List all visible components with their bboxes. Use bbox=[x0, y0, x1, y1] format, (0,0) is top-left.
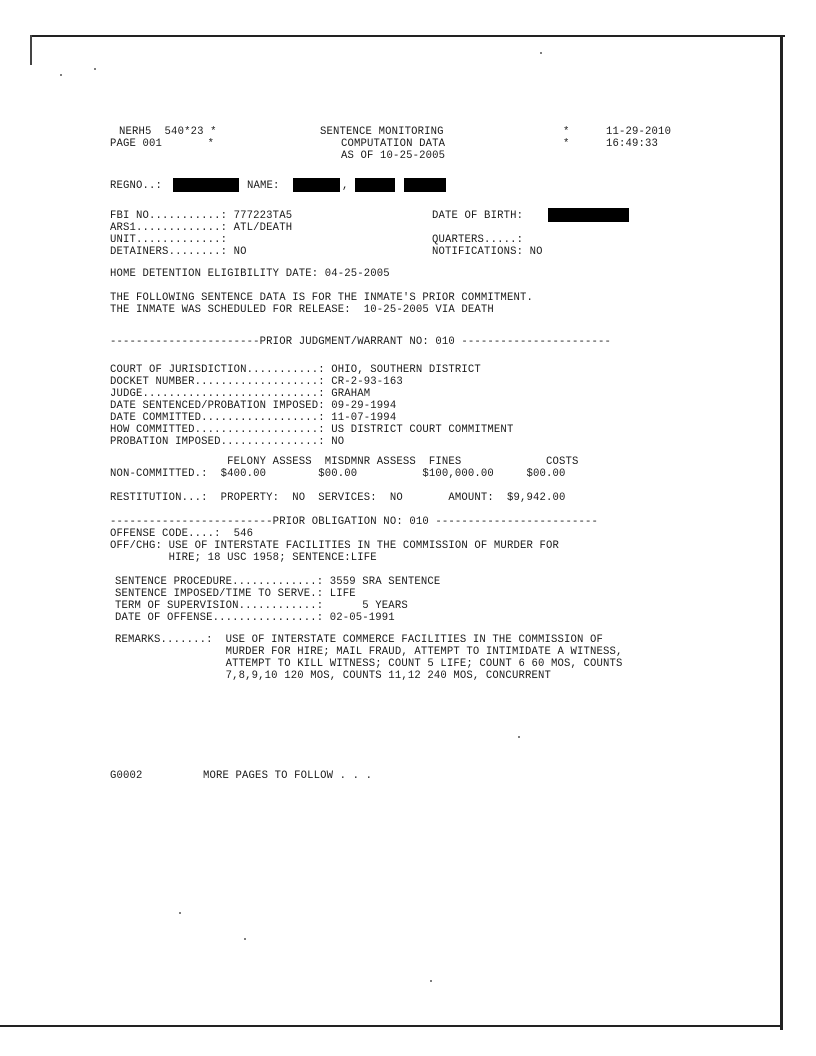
offense-charge: OFF/CHG: USE OF INTERSTATE FACILITIES IN THE COMMISSION OF MURDER FOR bbox=[110, 540, 560, 552]
judgment-heading: -----------------------PRIOR JUDGMENT/WARRANT NO: 010 ----------------------- bbox=[110, 336, 612, 348]
remarks-line: ATTEMPT TO KILL WITNESS; COUNT 5 LIFE; COUNT 6 60 MOS, COUNTS bbox=[115, 658, 623, 670]
restitution-line: RESTITUTION...: PROPERTY: NO SERVICES: NO AMOUNT: $9,942.00 bbox=[110, 492, 566, 504]
prior-note-line: THE FOLLOWING SENTENCE DATA IS FOR THE INMATE'S PRIOR COMMITMENT. bbox=[110, 292, 533, 304]
remarks-line: REMARKS.......: USE OF INTERSTATE COMMERCE FACILITIES IN THE COMMISSION OF bbox=[115, 634, 604, 646]
sentence-line: TERM OF SUPERVISION............: 5 YEARS bbox=[115, 600, 408, 612]
name-separator: , bbox=[342, 180, 349, 192]
remarks-line: 7,8,9,10 120 MOS, COUNTS 11,12 240 MOS, CONCURRENT bbox=[115, 670, 551, 682]
judgment-line: HOW COMMITTED...................: US DISTRICT COURT COMMITMENT bbox=[110, 424, 514, 436]
scan-speck bbox=[179, 912, 181, 914]
sentence-line: SENTENCE IMPOSED/TIME TO SERVE.: LIFE bbox=[115, 588, 356, 600]
header-date: 11-29-2010 bbox=[606, 126, 672, 138]
redaction-regno bbox=[173, 178, 239, 192]
redaction-dob bbox=[548, 208, 629, 222]
fbi-number: FBI NO...........: 777223TA5 bbox=[110, 210, 293, 222]
dob-label: DATE OF BIRTH: bbox=[432, 210, 524, 222]
judgment-line: JUDGE...........................: GRAHAM bbox=[110, 388, 371, 400]
sentence-line: DATE OF OFFENSE................: 02-05-1991 bbox=[115, 612, 395, 624]
sentence-line: SENTENCE PROCEDURE.............: 3559 SRA SENTENCE bbox=[115, 576, 441, 588]
assess-header: FELONY ASSESS MISDMNR ASSESS FINES COSTS bbox=[110, 456, 579, 468]
scan-edge-left bbox=[30, 35, 32, 65]
header-star: * bbox=[563, 138, 570, 150]
redaction-name-last bbox=[293, 178, 340, 192]
home-detention-line: HOME DETENTION ELIGIBILITY DATE: 04-25-2005 bbox=[110, 268, 390, 280]
header-page-number: PAGE 001 * bbox=[110, 138, 215, 150]
header-title: SENTENCE MONITORING bbox=[320, 126, 444, 138]
obligation-heading: -------------------------PRIOR OBLIGATION NO: 010 ------------------------- bbox=[110, 516, 599, 528]
scan-speck bbox=[94, 68, 96, 70]
quarters-line: QUARTERS.....: bbox=[432, 234, 524, 246]
prior-note-line: THE INMATE WAS SCHEDULED FOR RELEASE: 10-25-2005 VIA DEATH bbox=[110, 304, 494, 316]
scan-speck bbox=[518, 736, 520, 738]
unit-line: UNIT.............: bbox=[110, 234, 228, 246]
header-time: 16:49:33 bbox=[606, 138, 659, 150]
offense-code: OFFENSE CODE....: 546 bbox=[110, 528, 254, 540]
header-system-id: NERH5 540*23 * bbox=[119, 126, 217, 138]
offense-charge: HIRE; 18 USC 1958; SENTENCE:LIFE bbox=[110, 552, 377, 564]
remarks-line: MURDER FOR HIRE; MAIL FRAUD, ATTEMPT TO INTIMIDATE A WITNESS, bbox=[115, 646, 623, 658]
assess-row: NON-COMMITTED.: $400.00 $00.00 $100,000.00 $00.00 bbox=[110, 468, 566, 480]
redaction-name-middle bbox=[404, 178, 446, 192]
judgment-line: COURT OF JURISDICTION...........: OHIO, SOUTHERN DISTRICT bbox=[110, 364, 481, 376]
scan-edge-right bbox=[780, 35, 783, 1030]
footer-code: G0002 bbox=[110, 770, 143, 782]
judgment-line: DATE SENTENCED/PROBATION IMPOSED: 09-29-1994 bbox=[110, 400, 397, 412]
header-as-of: AS OF 10-25-2005 bbox=[341, 150, 446, 162]
header-subtitle: COMPUTATION DATA bbox=[341, 138, 446, 150]
name-label: NAME: bbox=[247, 180, 280, 192]
detainers-line: DETAINERS........: NO bbox=[110, 246, 247, 258]
ars1-line: ARS1.............: ATL/DEATH bbox=[110, 222, 293, 234]
regno-label: REGNO..: bbox=[110, 180, 163, 192]
judgment-line: DOCKET NUMBER...................: CR-2-93-163 bbox=[110, 376, 403, 388]
scan-edge-top bbox=[30, 35, 785, 37]
footer-more-pages: MORE PAGES TO FOLLOW . . . bbox=[203, 770, 373, 782]
judgment-line: DATE COMMITTED..................: 11-07-1994 bbox=[110, 412, 397, 424]
header-star: * bbox=[563, 126, 570, 138]
scan-speck bbox=[540, 52, 542, 54]
notifications-line: NOTIFICATIONS: NO bbox=[432, 246, 543, 258]
scan-edge-bottom bbox=[0, 1025, 783, 1027]
scan-speck bbox=[244, 938, 246, 940]
scan-speck bbox=[430, 980, 432, 982]
scan-speck bbox=[60, 74, 62, 76]
judgment-line: PROBATION IMPOSED...............: NO bbox=[110, 436, 345, 448]
redaction-name-first bbox=[355, 178, 395, 192]
